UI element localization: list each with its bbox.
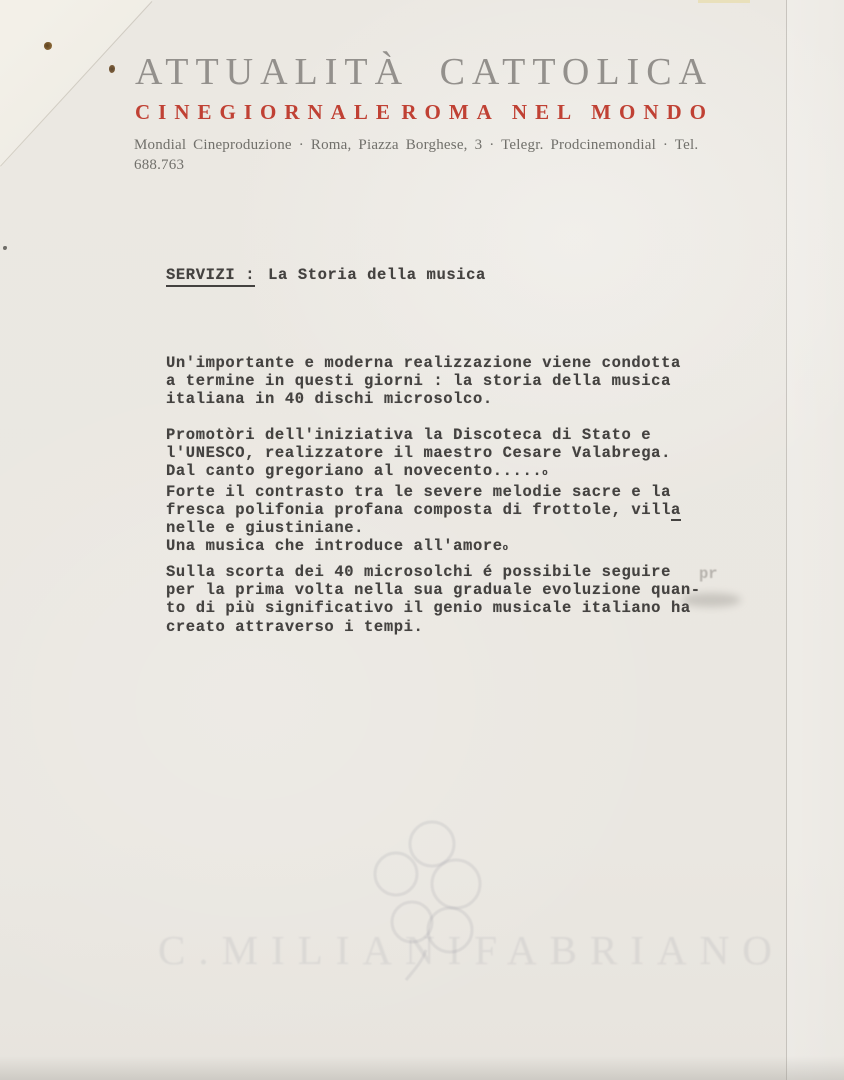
letterhead-subtitle-roma-nel-mondo: ROMA NEL MONDO	[401, 100, 714, 124]
text-line: l'UNESCO, realizzatore il maestro Cesare Valabrega.	[166, 444, 671, 463]
letterhead-title	[135, 52, 713, 94]
text-line: Forte il contrasto tra le severe melodie sacre e la	[166, 482, 671, 501]
paper-stain-speck	[109, 65, 115, 73]
text-line: italiana in 40 dischi microsolco.	[166, 390, 493, 409]
paper-edge-strip	[787, 0, 844, 1080]
text-line: a termine in questi giorni : la storia della musica	[166, 372, 671, 391]
letterhead-subtitle-cinegiornale: CINEGIORNALE	[135, 100, 398, 124]
text-line	[166, 537, 736, 557]
paragraph-1	[166, 354, 736, 409]
text-line: creato attraverso i tempi.	[166, 617, 424, 636]
watermark-right: FABRIANO	[474, 927, 785, 973]
paper-stain-speck	[3, 246, 7, 250]
text-line: Promotòri dell'iniziativa la Discoteca di Stato e	[166, 426, 652, 444]
watermark-left: C.MILIANI	[158, 927, 475, 973]
ghost-offset-text: pr	[699, 565, 718, 583]
typewriter-ring-mark: o	[542, 468, 548, 479]
ink-smudge	[681, 593, 741, 607]
subject-line	[166, 266, 736, 284]
text-line: nelle e giustiniane.	[166, 519, 365, 538]
subject-title: La Storia della musica	[268, 266, 486, 284]
text-line: to di più significativo il genio musicale italiano ha	[166, 599, 691, 618]
typewriter-ring-mark: o	[502, 543, 509, 554]
letterhead-subtitle	[135, 101, 714, 124]
paragraph-2	[166, 426, 736, 557]
letterhead-title-attualita: ATTUALITÀ	[135, 51, 410, 93]
text-line: Un'importante e moderna realizzazione viene condotta	[166, 354, 681, 372]
text-segment: Una musica che introduce all'amore	[166, 537, 503, 556]
text-segment: Dal canto gregoriano al novecento.....	[166, 462, 543, 481]
scan-bottom-shadow	[0, 1056, 844, 1080]
vertical-fold-line	[786, 0, 787, 1080]
paragraph-3	[166, 563, 736, 636]
paper-edge-stain	[698, 0, 750, 3]
letterhead-title-cattolica: CATTOLICA	[439, 51, 713, 93]
text-line	[166, 501, 736, 519]
paper-watermark-text	[158, 926, 785, 974]
underlined-hyphenation-letter: a	[670, 500, 681, 519]
text-segment: fresca polifonia profana composta di frottole, vill	[166, 500, 671, 519]
subject-label: SERVIZI :	[166, 266, 255, 287]
text-line: per la prima volta nella sua graduale evoluzione quan-	[166, 581, 701, 600]
text-line	[166, 462, 736, 482]
text-line: Sulla scorta dei 40 microsolchi é possibile seguire	[166, 563, 671, 581]
letterhead-address-line: Mondial Cineproduzione · Roma, Piazza Borghese, 3 · Telegr. Prodcinemondial · Tel. 688.763	[134, 137, 699, 173]
